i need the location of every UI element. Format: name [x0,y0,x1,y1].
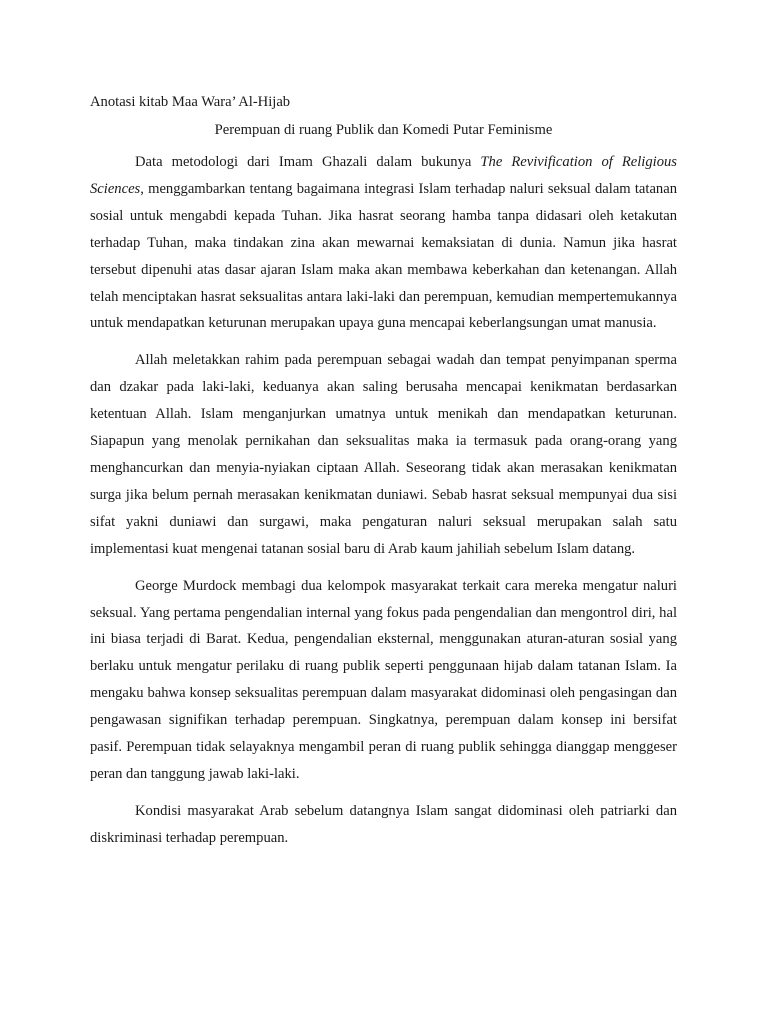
paragraph-1-text-after: , menggambarkan tentang bagaimana integrasi Islam terhadap naluri seksual dalam tatanan sosial untuk mengabdi kepada Tuhan. Jika hasrat seorang hamba tanpa didasari oleh ketakutan terhadap Tuhan, maka tindakan zina akan mewarnai kemaksiatan di dunia. Namun jika hasrat tersebut dipenuhi atas dasar ajaran Islam maka akan membawa keberkahan dan ketenangan. Allah telah menciptakan hasrat seksualitas antara laki-laki dan perempuan, kemudian mempertemukannya untuk mendapatkan keturunan merupakan upaya guna mencapai keberlangsungan umat manusia. [90,180,677,332]
document-page [90,92,677,862]
document-header: Anotasi kitab Maa Wara’ Al-Hijab [90,94,291,110]
book-title: The Revivification of Religious Sciences [90,154,677,197]
paragraph-1-text-before: Data metodologi dari Imam Ghazali dalam bukunya [135,154,481,170]
paragraph-4: Kondisi masyarakat Arab sebelum datangnya Islam sangat didominasi oleh patriarki dan diskriminasi terhadap perempuan. [90,802,677,846]
paragraph-2: Allah meletakkan rahim pada perempuan sebagai wadah dan tempat penyimpanan sperma dan dzakar pada laki-laki, keduanya akan saling berusaha mencapai kenikmatan berdasarkan ketentuan Allah. Islam menganjurkan umatnya untuk menikah dan mendapatkan keturunan. Siapapun yang menolak pernikahan dan seksualitas maka ia termasuk pada orang-orang yang menghancurkan dan menyia-nyiakan ciptaan Allah. Seseorang tidak akan merasakan kenikmatan surga jika belum pernah merasakan kenikmatan duniawi. Sebab hasrat seksual mempunyai dua sisi sifat yakni duniawi dan surgawi, maka pengaturan naluri seksual merupakan salah satu implementasi kuat mengenai tatanan sosial baru di Arab kaum jahiliah sebelum Islam datang. [90,352,677,557]
document-title: Perempuan di ruang Publik dan Komedi Putar Feminisme [214,122,553,138]
paragraph-1 [90,149,677,337]
paragraph-3: George Murdock membagi dua kelompok masyarakat terkait cara mereka mengatur naluri seksual. Yang pertama pengendalian internal yang fokus pada pengendalian dan mengontrol diri, hal ini biasa terjadi di Barat. Kedua, pengendalian eksternal, menggunakan aturan-aturan sosial yang berlaku untuk mengatur perilaku di ruang publik seperti penggunaan hijab dalam tatanan Islam. Ia mengaku bahwa konsep seksualitas perempuan dalam masyarakat didominasi oleh pengasingan dan pengawasan signifikan terhadap perempuan. Singkatnya, perempuan dalam konsep ini bersifat pasif. Perempuan tidak selayaknya mengambil peran di ruang publik sehingga dianggap menggeser peran dan tanggung jawab laki-laki. [90,577,677,782]
